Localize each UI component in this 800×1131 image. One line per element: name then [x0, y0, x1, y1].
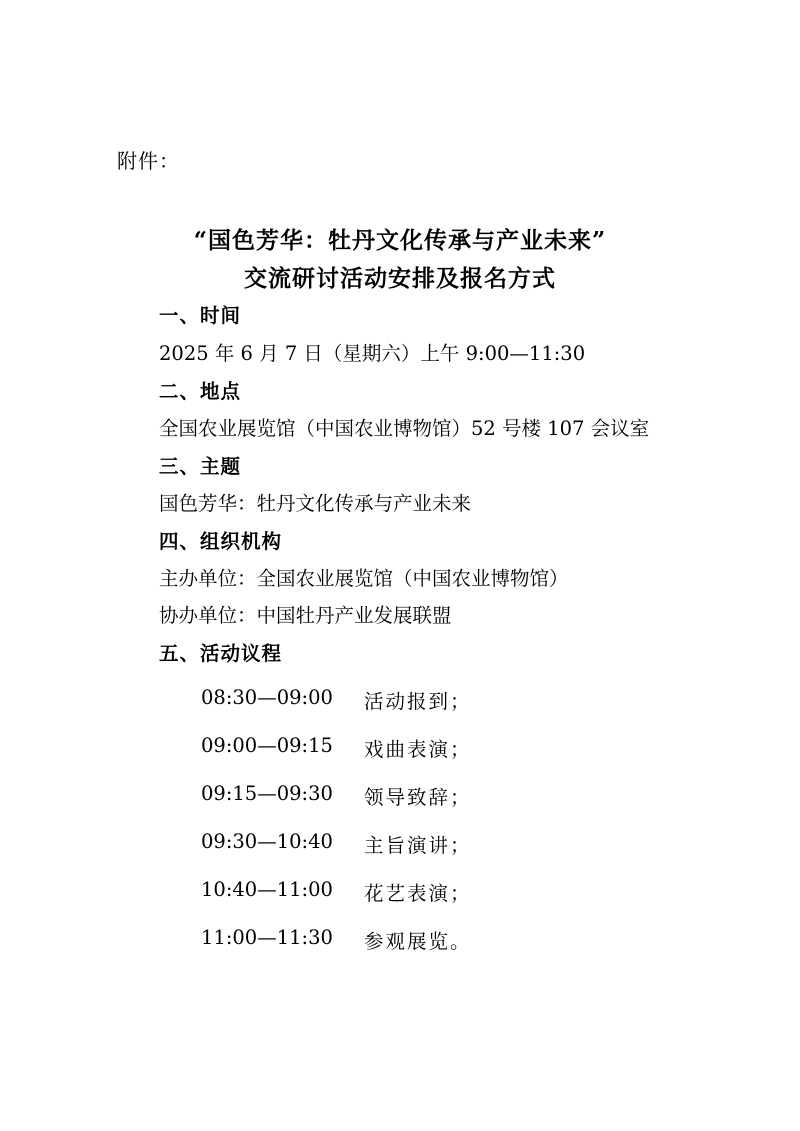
- agenda-activity: 领导致辞；: [364, 786, 472, 809]
- section-heading-theme: 三、主题: [159, 455, 242, 478]
- co-host-organizer: 协办单位：中国牡丹产业发展联盟: [159, 604, 452, 627]
- agenda-time: 08:30—09:00: [201, 686, 333, 709]
- agenda-time: 09:15—09:30: [201, 782, 333, 805]
- agenda-time: 11:00—11:30: [201, 926, 333, 949]
- agenda-activity: 主旨演讲；: [364, 834, 472, 857]
- agenda-time: 09:30—10:40: [201, 830, 333, 853]
- section-heading-location: 二、地点: [159, 380, 242, 403]
- section-heading-time: 一、时间: [159, 304, 242, 327]
- agenda-activity: 戏曲表演；: [364, 738, 472, 761]
- time-text: 2025 年 6 月 7 日（星期六）上午 9:00—11:30: [159, 342, 586, 365]
- agenda-time: 10:40—11:00: [201, 878, 333, 901]
- host-organizer: 主办单位：全国农业展览馆（中国农业博物馆）: [159, 567, 569, 590]
- theme-text: 国色芳华：牡丹文化传承与产业未来: [159, 492, 472, 515]
- title-line-2: 交流研讨活动安排及报名方式: [244, 265, 556, 292]
- attachment-label: 附件：: [117, 149, 180, 173]
- agenda-activity: 活动报到；: [364, 690, 472, 713]
- section-heading-organizers: 四、组织机构: [159, 530, 283, 553]
- agenda-time: 09:00—09:15: [201, 734, 333, 757]
- agenda-activity: 花艺表演；: [364, 882, 472, 905]
- agenda-activity: 参观展览。: [364, 930, 472, 953]
- section-heading-agenda: 五、活动议程: [159, 642, 283, 665]
- title-line-1: “国色芳华：牡丹文化传承与产业未来”: [193, 227, 607, 254]
- location-text: 全国农业展览馆（中国农业博物馆）52 号楼 107 会议室: [159, 417, 650, 440]
